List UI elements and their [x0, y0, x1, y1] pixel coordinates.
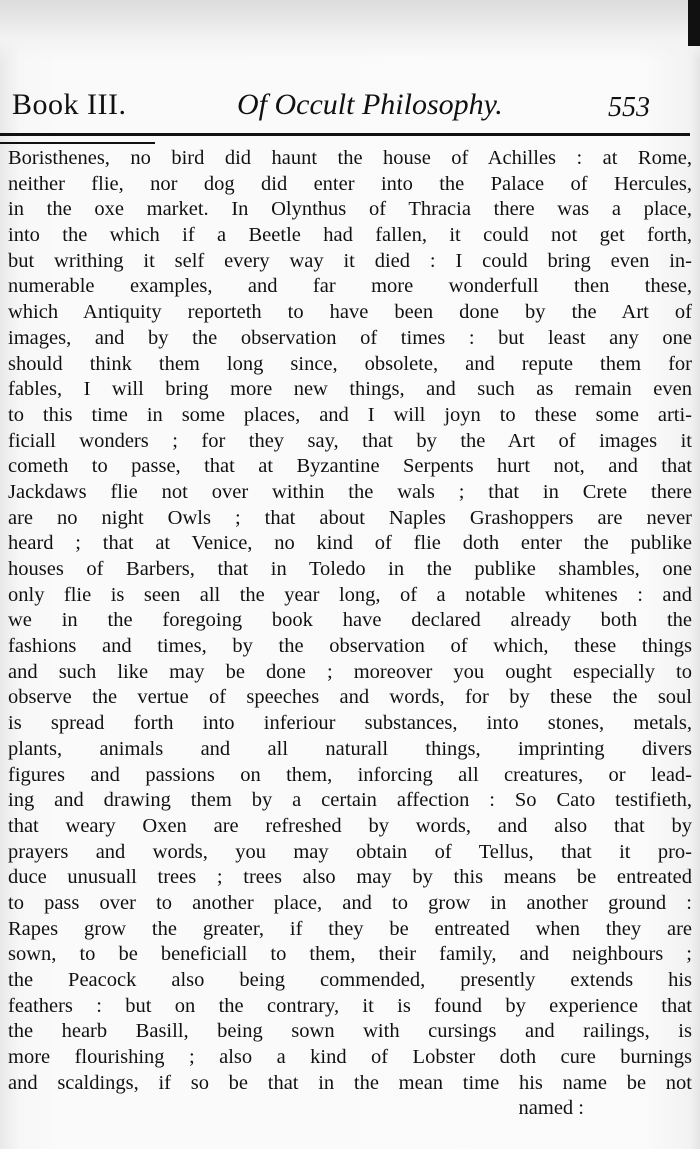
text-line: to pass over to another place, and to grow in another ground : [8, 891, 692, 914]
text-line: neither flie, nor dog did enter into the Palace of Hercules, [8, 172, 692, 195]
text-line: to this time in some places, and I will joyn to these some arti- [8, 403, 692, 426]
text-line: duce unusuall trees ; trees also may by this means be entreated [8, 866, 692, 889]
text-line: Rapes grow the greater, if they be entreated when they are [8, 917, 692, 940]
text-line: which Antiquity reporteth to have been done by the Art of [8, 301, 692, 324]
text-line: the Peacock also being commended, presently extends his [8, 969, 692, 991]
text-line: cometh to passe, that at Byzantine Serpents hurt not, and that [8, 455, 692, 478]
body-text [8, 146, 692, 1122]
text-line: should think them long since, obsolete, and repute them for [8, 352, 692, 375]
text-line: observe the vertue of speeches and words, for by these the soul [8, 686, 692, 709]
running-title: Of Occult Philosophy. [237, 88, 503, 121]
text-line: only flie is seen all the year long, of a notable whitenes : and [8, 583, 692, 606]
text-line: Boristhenes, no bird did haunt the house of Achilles : at Rome, [8, 147, 692, 169]
text-line: heard ; that at Venice, no kind of flie doth enter the publike [8, 532, 692, 555]
text-line: in the oxe market. In Olynthus of Thracia there was a place, [8, 198, 692, 221]
text-line: sown, to be beneficiall to them, their family, and neighbours ; [8, 943, 692, 966]
book-label: Book III. [12, 88, 127, 121]
text-line: that weary Oxen are refreshed by words, and also that by [8, 814, 692, 837]
text-line: the hearb Basill, being sown with cursings and railings, is [8, 1020, 692, 1043]
text-line: we in the foregoing book have declared already both the [8, 609, 692, 632]
text-line: feathers : but on the contrary, it is found by experience that [8, 994, 692, 1017]
text-line: ing and drawing them by a certain affection : So Cato testifieth, [8, 789, 692, 812]
text-line: plants, animals and all naturall things, imprinting divers [8, 737, 692, 760]
text-line: houses of Barbers, that in Toledo in the publike shambles, one [8, 558, 692, 580]
text-line: images, and by the observation of times : but least any one [8, 326, 692, 349]
text-line: fashions and times, by the observation of which, these things [8, 635, 692, 658]
page-number: 553 [608, 92, 650, 123]
page-header [12, 88, 692, 132]
text-line: Jackdaws flie not over within the wals ; that in Crete there [8, 480, 692, 503]
text-line: figures and passions on them, inforcing all creatures, or lead- [8, 763, 692, 786]
text-line: and scaldings, if so be that in the mean time his name be not [8, 1071, 692, 1094]
text-line: ficiall wonders ; for they say, that by the Art of images it [8, 429, 692, 452]
text-line: is spread forth into inferiour substances, into stones, metals, [8, 712, 692, 735]
text-line: fables, I will bring more new things, and such as remain even [8, 378, 692, 401]
text-line: into the which if a Beetle had fallen, it could not get forth, [8, 224, 692, 247]
text-line: numerable examples, and far more wonderfull then these, [8, 275, 692, 298]
text-line: are no night Owls ; that about Naples Grashoppers are never [8, 506, 692, 529]
header-rule [0, 133, 690, 136]
text-line: more flourishing ; also a kind of Lobster doth cure burnings [8, 1046, 692, 1069]
scan-edge-bar [688, 0, 700, 46]
text-line: prayers and words, you may obtain of Tellus, that it pro- [8, 840, 692, 863]
catchword-line: named : [518, 1097, 584, 1120]
header-rule-short [0, 142, 155, 144]
page-top-shadow [0, 0, 700, 60]
text-line: and such like may be done ; moreover you ought especially to [8, 660, 692, 683]
text-line: but writhing it self every way it died : I could bring even in- [8, 249, 692, 272]
